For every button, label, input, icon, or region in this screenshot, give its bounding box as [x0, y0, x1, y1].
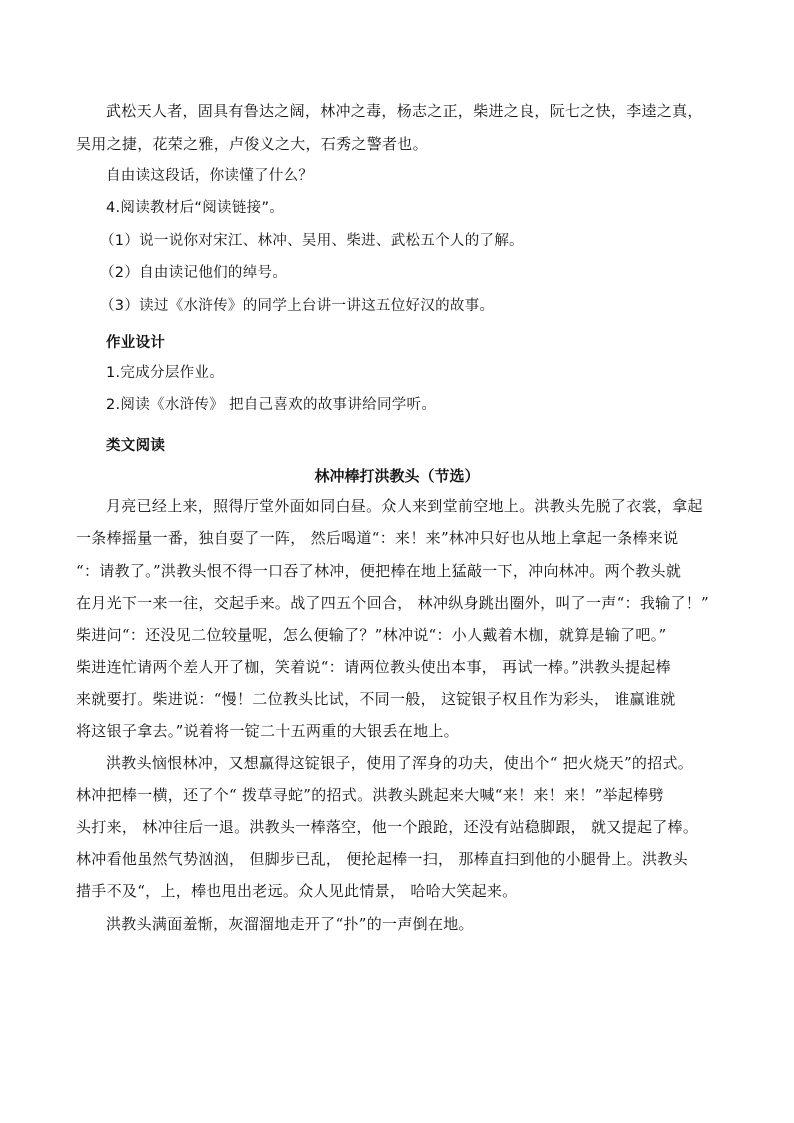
reading-line: 林冲把棒一横，还了个“ 拨草寻蛇”的招式。洪教头跳起来大喊“来！来！来！”举起棒劈	[76, 786, 664, 804]
reading-line: 林冲看他虽然气势汹汹， 但脚步已乱， 便抡起棒一扫， 那棒直扫到他的小腿骨上。洪教头	[76, 850, 688, 868]
section-4-item-2: （2）自由读记他们的绰号。	[100, 265, 288, 281]
reading-line: 将这银子拿去。”说着将一锭二十五两重的大银丢在地上。	[76, 722, 459, 740]
reading-line: 柴进问“：还没见二位较量呢，怎么便输了？”林冲说“：小人戴着木枷，就算是输了吧。”	[76, 626, 667, 644]
homework-heading: 作业设计	[106, 335, 166, 351]
reading-line: 在月光下一来一往，交起手来。战了四五个回合， 林冲纵身跳出圈外，叫了一声“：我输了！”	[76, 594, 710, 612]
reading-line: 一条棒摇量一番，独自耍了一阵， 然后喝道“：来！来”林冲只好也从地上拿起一条棒来说	[76, 529, 679, 547]
reading-title: 林冲棒打洪教头（节选）	[314, 467, 480, 485]
reading-line: 柴进连忙请两个差人开了枷，笑着说“：请两位教头使出本事， 再试一棒。”洪教头提起棒	[76, 658, 671, 676]
section-4-item-1: （1）说一说你对宋江、林冲、吴用、柴进、武松五个人的了解。	[100, 233, 524, 249]
read-prompt: 自由读这段话，你读懂了什么？	[106, 168, 314, 184]
reading-line: 月亮已经上来，照得厅堂外面如同白昼。众人来到堂前空地上。洪教头先脱了衣裳，拿起	[106, 497, 703, 515]
homework-item-2: 2.阅读《水浒传》 把自己喜欢的故事讲给同学听。	[106, 397, 437, 413]
homework-item-1: 1.完成分层作业。	[106, 365, 225, 381]
reading-heading: 类文阅读	[106, 438, 166, 454]
reading-line: 头打来， 林冲往后一退。洪教头一棒落空，他一个踉跄，还没有站稳脚跟， 就又提起了棒。	[76, 818, 699, 836]
quote-line-2: 吴用之捷，花荣之雅，卢俊义之大，石秀之警者也。	[76, 135, 428, 153]
quote-line-1: 武松天人者，固具有鲁达之阔，林冲之毒，杨志之正，柴进之良，阮七之快，李逵之真，	[106, 102, 703, 120]
reading-line: 来就要打。柴进说：“慢！二位教头比试，不同一般， 这锭银子权且作为彩头， 谁赢谁就	[76, 690, 676, 708]
reading-line: 洪教头满面羞惭，灰溜溜地走开了“扑”的一声倒在地。	[106, 915, 474, 933]
reading-line: 洪教头恼恨林冲，又想赢得这锭银子，使用了浑身的功夫，使出个“ 把火烧天”的招式。	[106, 754, 694, 772]
reading-line: 措手不及“，上，棒也甩出老远。众人见此情景， 哈哈大笑起来。	[76, 882, 518, 900]
section-4-item-3: （3）读过《水浒传》的同学上台讲一讲这五位好汉的故事。	[100, 298, 495, 314]
reading-line: “：请教了。”洪教头恨不得一口吞了林冲，便把棒在地上猛敲一下，冲向林冲。两个教头就	[76, 562, 682, 580]
section-4-title: 4.阅读教材后“阅读链接”。	[106, 200, 285, 216]
